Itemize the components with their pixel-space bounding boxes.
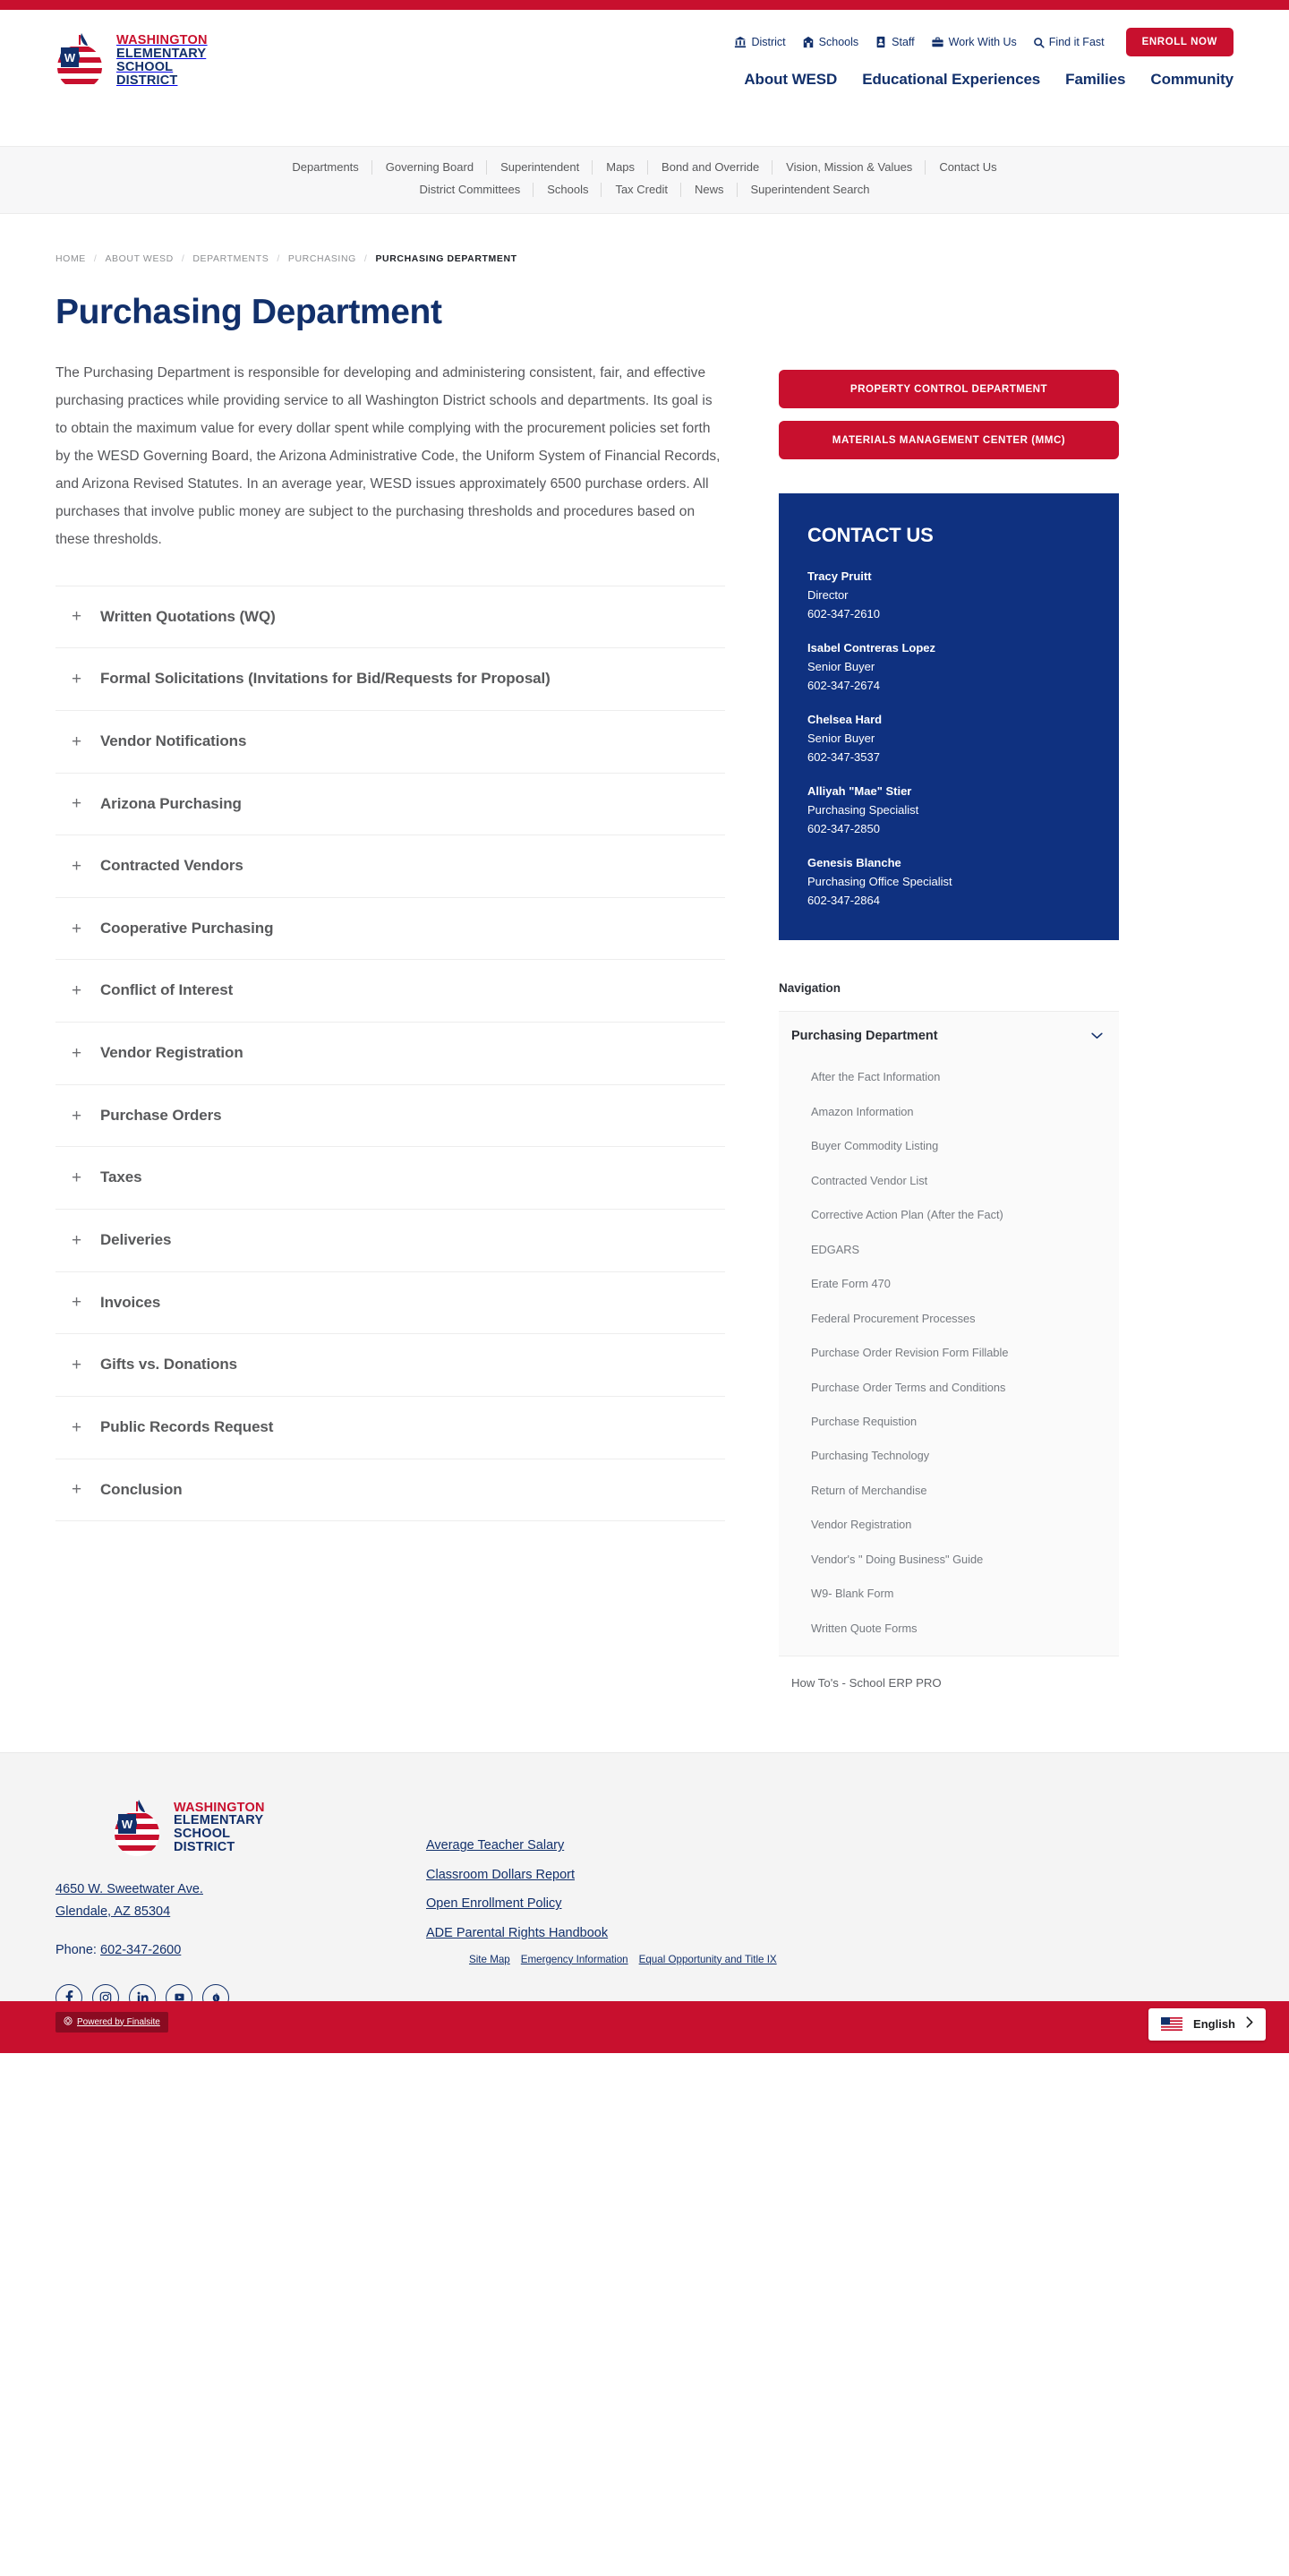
language-selector[interactable]: [1148, 2008, 1266, 2041]
briefcase-icon: [931, 36, 944, 48]
footer-legal-equal-opportunity-title-ix[interactable]: Equal Opportunity and Title IX: [638, 1953, 777, 1965]
language-label: English: [1193, 2017, 1235, 2032]
plus-icon: +: [72, 1417, 82, 1437]
powered-by-finalsite-badge[interactable]: [55, 2012, 168, 2033]
footer-link-ade-parental-rights-handbook[interactable]: ADE Parental Rights Handbook: [426, 1925, 609, 1940]
accordion-label: Conclusion: [100, 1480, 183, 1498]
nav-child-vendors-doing-business-guide[interactable]: Vendor's " Doing Business" Guide: [811, 1552, 984, 1566]
accordion-label: Vendor Registration: [100, 1044, 243, 1062]
nav-child-corrective-action-plan[interactable]: Corrective Action Plan (After the Fact): [811, 1208, 1003, 1222]
us-flag-icon: [1161, 2017, 1182, 2031]
footer-logo-line-4: DISTRICT: [174, 1840, 235, 1855]
secondary-nav-row-2: [0, 184, 1289, 196]
contact-person: [807, 853, 1090, 910]
accordion-item[interactable]: [55, 1459, 725, 1522]
utility-label: Work With Us: [948, 36, 1017, 48]
nav-educational-experiences[interactable]: Educational Experiences: [862, 71, 1041, 88]
contact-card-title: CONTACT US: [807, 523, 934, 546]
nav-child-vendor-registration[interactable]: Vendor Registration: [811, 1518, 912, 1532]
accordion-label: Written Quotations (WQ): [100, 607, 276, 625]
footer-legal-site-map[interactable]: Site Map: [469, 1953, 510, 1965]
footer-left-column: [55, 1796, 405, 2010]
contact-role: Senior Buyer: [807, 659, 875, 673]
top-red-bar: [0, 0, 1289, 10]
utility-link-work-with-us[interactable]: [931, 36, 1017, 48]
accordion-label: Gifts vs. Donations: [100, 1356, 238, 1374]
nav-parent-purchasing-department[interactable]: [779, 1012, 1119, 1060]
logo-line-1: WASHINGTON: [116, 33, 208, 48]
breadcrumb: [55, 214, 1234, 271]
accordion-item[interactable]: [55, 711, 725, 774]
nav-child-purchase-requistion[interactable]: Purchase Requistion: [811, 1414, 918, 1428]
plus-icon: +: [72, 1480, 82, 1500]
accordion-item[interactable]: [55, 1272, 725, 1335]
footer-legal-emergency-information[interactable]: Emergency Information: [520, 1953, 628, 1965]
contact-phone[interactable]: 602-347-2864: [807, 894, 880, 908]
site-logo[interactable]: [52, 30, 208, 92]
footer-phone-row: [55, 1943, 405, 1957]
plus-icon: +: [72, 607, 82, 627]
accordion-item[interactable]: [55, 774, 725, 836]
nav-child-contracted-vendor-list[interactable]: Contracted Vendor List: [811, 1173, 928, 1187]
logo-line-3: SCHOOL: [116, 60, 174, 74]
navigation-widget-title: Navigation: [779, 981, 841, 996]
contact-name: Isabel Contreras Lopez: [807, 640, 936, 655]
plus-icon: +: [72, 670, 82, 689]
nav-families[interactable]: Families: [1065, 71, 1126, 88]
plus-icon: +: [72, 1168, 82, 1188]
nav-how-tos-school-erp-pro[interactable]: How To's - School ERP PRO: [791, 1676, 942, 1690]
footer-address-line-1[interactable]: 4650 W. Sweetwater Ave.: [55, 1882, 203, 1897]
subnav-tax-credit[interactable]: Tax Credit: [602, 184, 681, 196]
breadcrumb-purchasing[interactable]: PURCHASING: [287, 252, 356, 264]
contact-name: Chelsea Hard: [807, 712, 883, 726]
footer-link-average-teacher-salary[interactable]: Average Teacher Salary: [426, 1838, 565, 1853]
nav-child-after-the-fact-information[interactable]: After the Fact Information: [811, 1070, 941, 1084]
svg-text:W: W: [64, 51, 76, 64]
footer-links-column: [405, 1796, 1234, 1954]
chevron-down-icon[interactable]: [1091, 1028, 1103, 1044]
logo-line-4: DISTRICT: [116, 73, 178, 88]
plus-icon: +: [72, 794, 82, 814]
contact-name: Tracy Pruitt: [807, 569, 872, 583]
logo-line-2: ELEMENTARY: [116, 47, 207, 62]
nav-child-edgars[interactable]: EDGARS: [811, 1242, 860, 1256]
plus-icon: +: [72, 1230, 82, 1250]
bank-icon: [734, 36, 747, 48]
id-badge-icon: [875, 36, 887, 48]
chevron-right-icon[interactable]: [1246, 2016, 1253, 2033]
powered-by-finalsite-label: Powered by Finalsite: [77, 2016, 160, 2027]
subnav-contact-us[interactable]: Contact Us: [939, 160, 997, 174]
footer-link-open-enrollment-policy[interactable]: Open Enrollment Policy: [426, 1896, 562, 1912]
nav-child-return-of-merchandise[interactable]: Return of Merchandise: [811, 1483, 927, 1497]
accordion-item[interactable]: [55, 586, 725, 649]
plus-icon: +: [72, 981, 82, 1001]
nav-community[interactable]: Community: [1150, 71, 1234, 88]
nav-parent-label: Purchasing Department: [791, 1029, 938, 1044]
accordion-item[interactable]: [55, 648, 725, 711]
breadcrumb-current: PURCHASING DEPARTMENT: [375, 252, 517, 264]
breadcrumb-home[interactable]: HOME: [55, 252, 86, 264]
nav-child-amazon-information[interactable]: Amazon Information: [811, 1104, 914, 1118]
plus-icon: +: [72, 732, 82, 751]
breadcrumb-separator: /: [363, 252, 368, 264]
contact-phone[interactable]: 602-347-2674: [807, 678, 880, 692]
site-header: [0, 10, 1289, 146]
enroll-now-button[interactable]: ENROLL NOW: [1126, 28, 1234, 56]
main-content-column: [55, 359, 725, 1522]
wesd-apple-logo-icon: [52, 30, 109, 92]
site-footer: [0, 1752, 1289, 2000]
accordion-item[interactable]: [55, 1334, 725, 1397]
accordion: [55, 586, 725, 1522]
accordion-label: Purchase Orders: [100, 1106, 222, 1124]
sidebar: [779, 359, 1119, 1708]
nav-child-purchase-order-terms-and-conditions[interactable]: Purchase Order Terms and Conditions: [811, 1380, 1006, 1394]
secondary-nav-row-1: [0, 161, 1289, 174]
nav-child-erate-form-470[interactable]: Erate Form 470: [811, 1277, 891, 1291]
subnav-news[interactable]: News: [681, 184, 738, 196]
contact-person: [807, 710, 1090, 766]
plus-icon: +: [72, 1043, 82, 1063]
plus-icon: +: [72, 1293, 82, 1313]
accordion-label: Cooperative Purchasing: [100, 919, 274, 937]
nav-child-purchasing-technology[interactable]: Purchasing Technology: [811, 1449, 930, 1463]
subnav-district-committees[interactable]: District Committees: [406, 184, 534, 196]
subnav-governing-board[interactable]: Governing Board: [372, 161, 487, 174]
contact-role: Purchasing Office Specialist: [807, 875, 952, 889]
accordion-label: Deliveries: [100, 1231, 172, 1248]
footer-phone-number[interactable]: 602-347-2600: [100, 1942, 182, 1957]
nav-child-federal-procurement-processes[interactable]: Federal Procurement Processes: [811, 1311, 976, 1325]
footer-red-strip: [0, 2001, 1289, 2053]
footer-address-line-2[interactable]: Glendale, AZ 85304: [55, 1904, 171, 1919]
breadcrumb-separator: /: [181, 252, 185, 264]
search-icon: [1033, 37, 1045, 48]
breadcrumb-separator: /: [93, 252, 98, 264]
accordion-item[interactable]: [55, 835, 725, 898]
footer-logo[interactable]: [109, 1796, 405, 1859]
wesd-apple-logo-icon: [109, 1796, 166, 1859]
contact-us-card: [779, 493, 1119, 941]
nav-about-wesd[interactable]: About WESD: [744, 71, 838, 88]
contact-role: Director: [807, 587, 849, 602]
plus-icon: +: [72, 919, 82, 938]
utility-link-staff[interactable]: [875, 36, 914, 48]
footer-address: [55, 1879, 405, 1922]
footer-logo-line-3: SCHOOL: [174, 1827, 231, 1842]
accordion-item[interactable]: [55, 1397, 725, 1459]
plus-icon: +: [72, 856, 82, 876]
secondary-nav: [0, 146, 1289, 214]
utility-label: Find it Fast: [1048, 36, 1105, 48]
accordion-item[interactable]: [55, 1147, 725, 1210]
accordion-item[interactable]: [55, 1085, 725, 1148]
contact-name: Alliyah "Mae" Stier: [807, 784, 912, 799]
nav-child-buyer-commodity-listing[interactable]: Buyer Commodity Listing: [811, 1139, 939, 1153]
subnav-departments[interactable]: Departments: [278, 161, 371, 174]
accordion-label: Taxes: [100, 1168, 142, 1186]
contact-name: Genesis Blanche: [807, 856, 901, 870]
breadcrumb-about-wesd[interactable]: ABOUT WESD: [105, 252, 174, 264]
subnav-superintendent-search[interactable]: Superintendent Search: [750, 183, 870, 197]
contact-person: [807, 638, 1090, 695]
footer-logo-line-1: WASHINGTON: [174, 1800, 265, 1815]
footer-phone-label: Phone:: [55, 1942, 97, 1957]
accordion-label: Public Records Request: [100, 1417, 274, 1435]
primary-nav: [744, 71, 1234, 89]
accordion-item[interactable]: [55, 1210, 725, 1272]
utility-label: District: [751, 36, 786, 48]
breadcrumb-departments[interactable]: DEPARTMENTS: [192, 252, 269, 264]
contact-phone[interactable]: 602-347-2850: [807, 822, 880, 836]
utility-link-find-it-fast[interactable]: [1033, 36, 1105, 48]
utility-link-district[interactable]: [734, 36, 785, 48]
utility-link-schools[interactable]: [802, 36, 858, 48]
contact-phone[interactable]: 602-347-3537: [807, 749, 880, 764]
accordion-label: Conflict of Interest: [100, 981, 234, 999]
navigation-panel: [779, 1011, 1119, 1656]
accordion-item[interactable]: [55, 960, 725, 1023]
contact-phone[interactable]: 602-347-2610: [807, 606, 880, 620]
subnav-maps[interactable]: Maps: [593, 161, 648, 174]
contact-person: [807, 782, 1090, 838]
plus-icon: +: [72, 1356, 82, 1375]
subnav-vision-mission-values[interactable]: Vision, Mission & Values: [773, 161, 926, 174]
contact-person: [807, 567, 1090, 623]
nav-child-w9-blank-form[interactable]: W9- Blank Form: [811, 1587, 894, 1601]
intro-paragraph: The Purchasing Department is responsible for developing and administering consistent, fair, and effective purchasing practices while providing service to all Washington District schools and departments. Its goal is to obtain the maximum value for every dollar spent while complying with the procurement policies set forth by the WESD Governing Board, the Arizona Administrative Code, the Uniform System of Financial Records, and Arizona Revised Statutes. In an average year, WESD issues approximately 6500 purchase orders. All purchases that involve public money are subject to the purchasing thresholds and procedures based on these thresholds.: [55, 364, 721, 547]
subnav-schools[interactable]: Schools: [534, 184, 602, 196]
sidebar-navigation-widget: [779, 981, 1119, 1707]
utility-nav: [734, 28, 1234, 56]
svg-text:W: W: [121, 1818, 133, 1832]
accordion-label: Invoices: [100, 1293, 161, 1311]
accordion-label: Arizona Purchasing: [100, 794, 242, 812]
contact-role: Senior Buyer: [807, 731, 875, 745]
accordion-item[interactable]: [55, 1023, 725, 1085]
accordion-label: Contracted Vendors: [100, 857, 243, 875]
utility-label: Staff: [892, 36, 915, 48]
school-building-icon: [802, 36, 815, 48]
plus-icon: +: [72, 1106, 82, 1125]
property-control-department-button[interactable]: PROPERTY CONTROL DEPARTMENT: [779, 370, 1119, 408]
footer-logo-line-2: ELEMENTARY: [174, 1813, 264, 1828]
nav-child-purchase-order-revision-form-fillable[interactable]: Purchase Order Revision Form Fillable: [811, 1346, 1009, 1360]
materials-management-center-button[interactable]: MATERIALS MANAGEMENT CENTER (MMC): [779, 421, 1119, 459]
breadcrumb-separator: /: [277, 252, 280, 264]
utility-label: Schools: [818, 36, 859, 48]
page-title: Purchasing Department: [55, 292, 442, 331]
footer-link-classroom-dollars-report[interactable]: Classroom Dollars Report: [426, 1867, 575, 1882]
contact-role: Purchasing Specialist: [807, 803, 919, 817]
accordion-label: Formal Solicitations (Invitations for Bid/Requests for Proposal): [100, 670, 551, 688]
subnav-superintendent[interactable]: Superintendent: [487, 161, 593, 174]
accordion-item[interactable]: [55, 898, 725, 961]
nav-child-written-quote-forms[interactable]: Written Quote Forms: [811, 1621, 918, 1635]
page-container: [0, 214, 1289, 1753]
subnav-bond-and-override[interactable]: Bond and Override: [648, 161, 773, 174]
finalsite-diamond-icon: [64, 2016, 73, 2028]
accordion-label: Vendor Notifications: [100, 732, 247, 749]
